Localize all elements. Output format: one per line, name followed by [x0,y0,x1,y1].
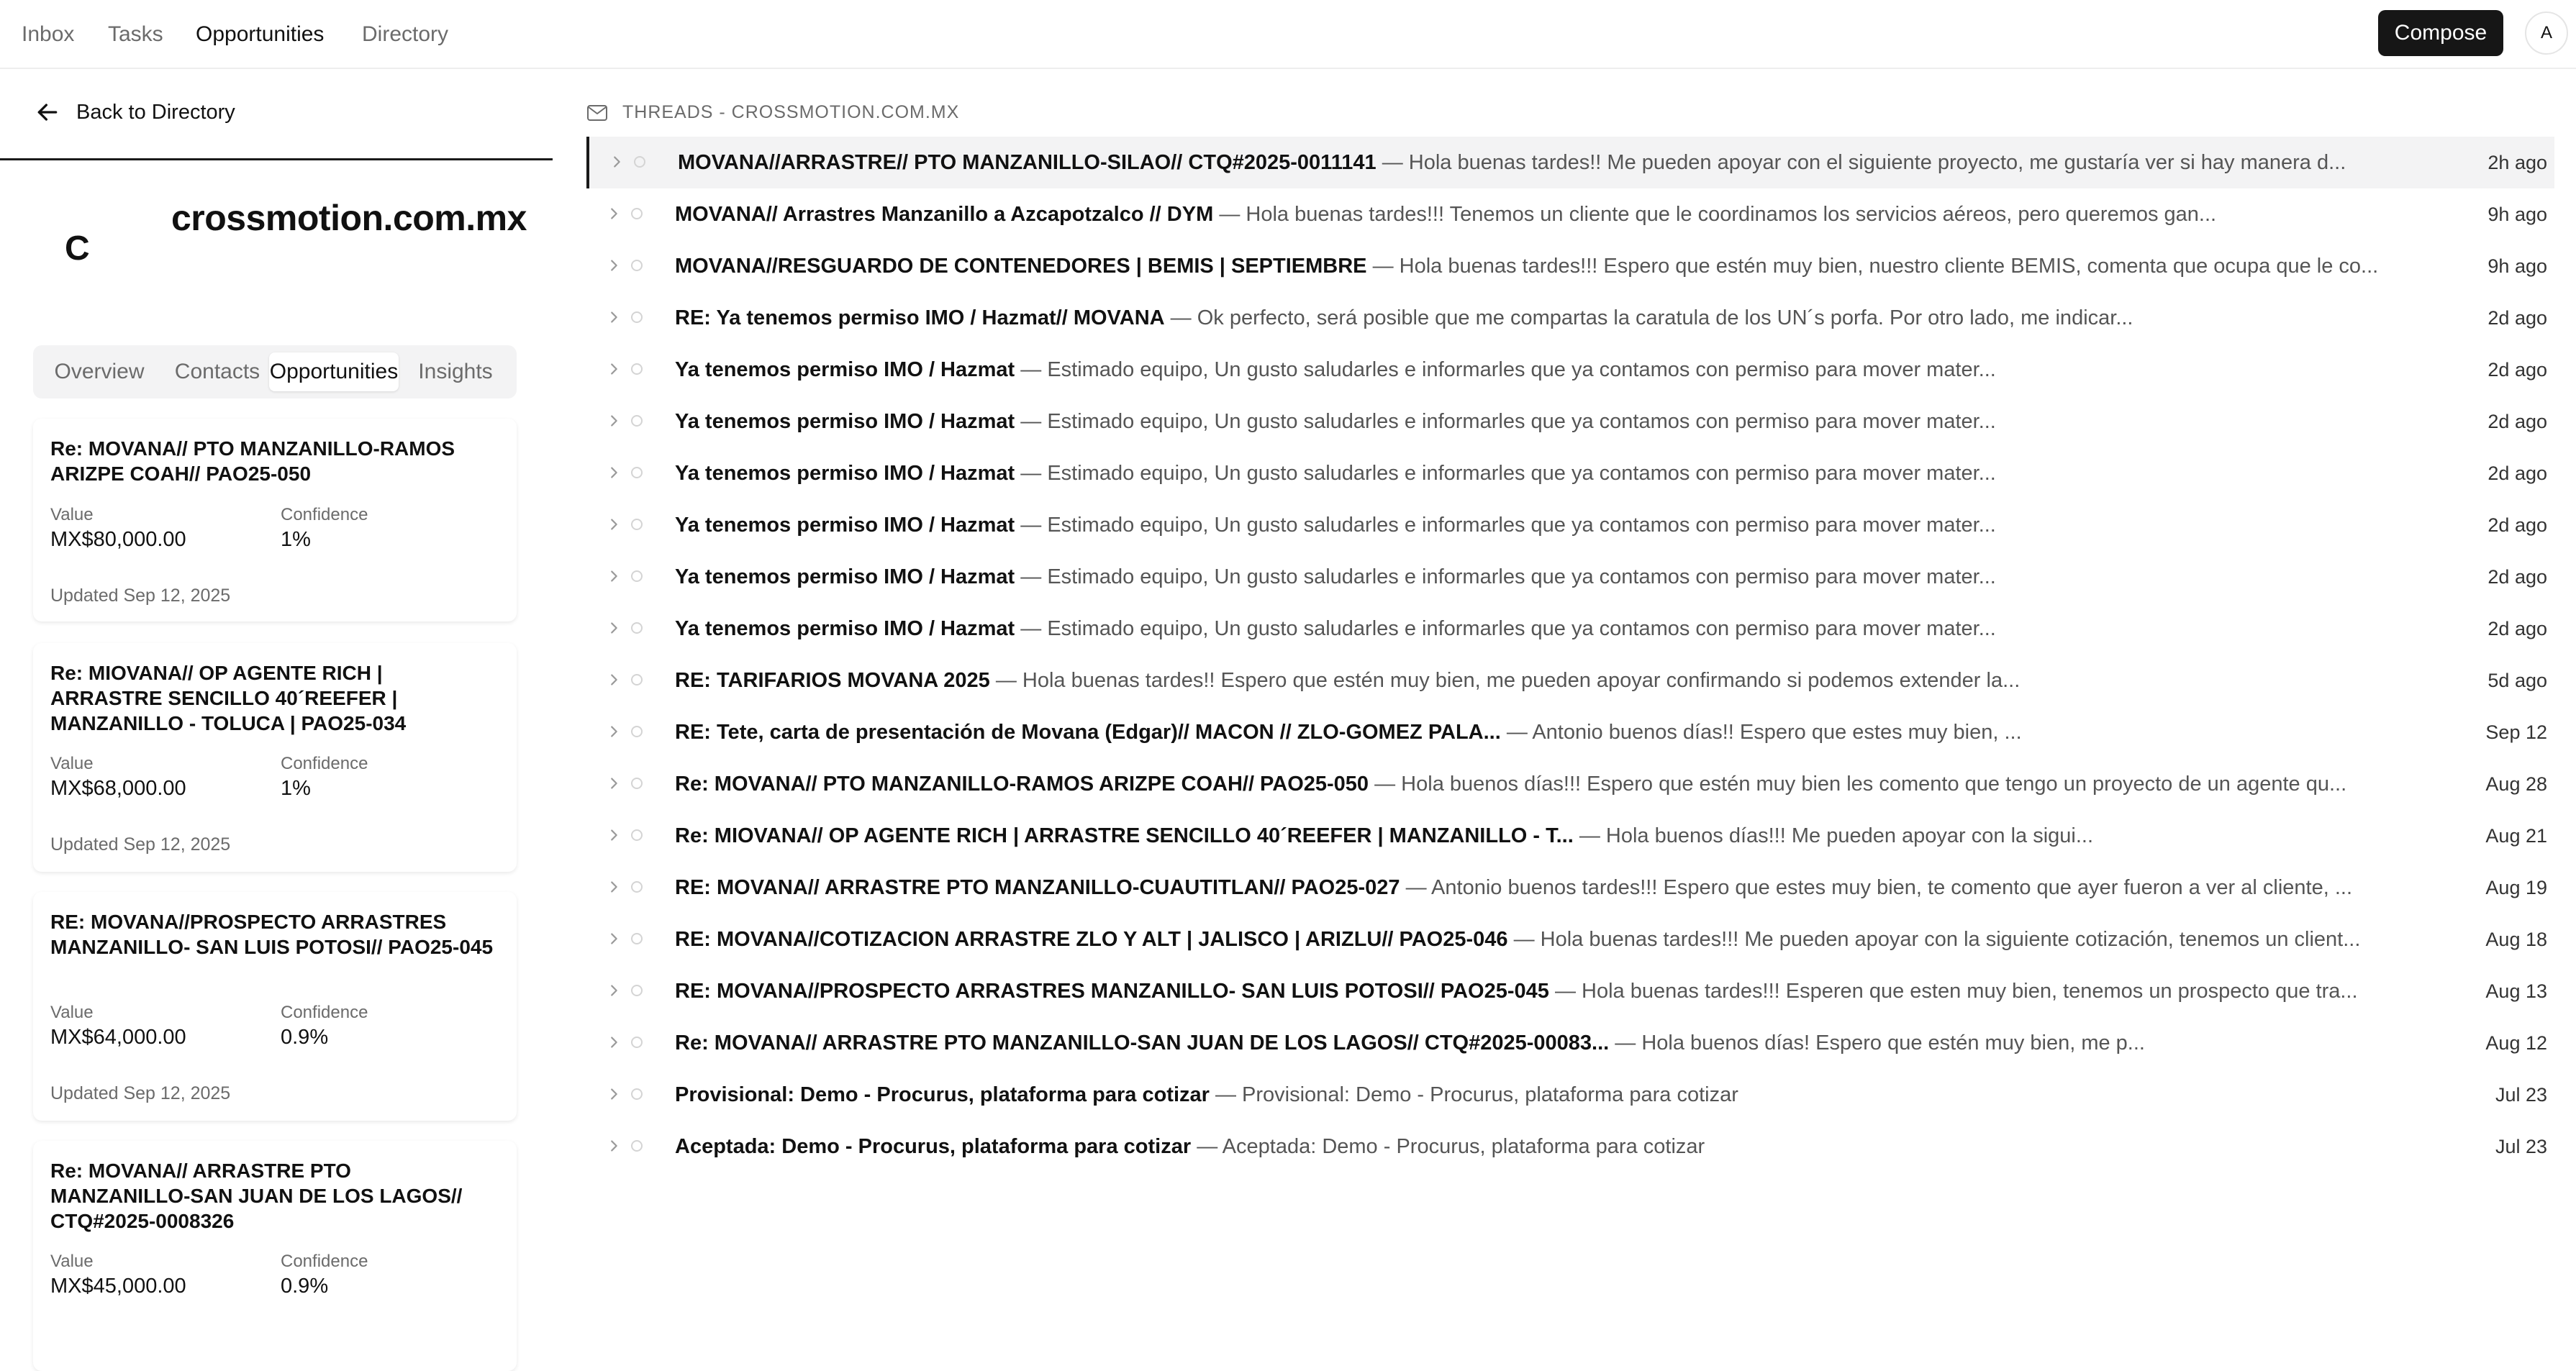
confidence-label: Confidence [281,754,368,773]
threads-list [586,137,2554,1172]
unread-dot-icon [631,778,643,789]
opportunity-title: Re: MOVANA// ARRASTRE PTO MANZANILLO-SAN JUAN DE LOS LAGOS// CTQ#2025-0008326 [50,1160,463,1232]
thread-preview: — Aceptada: Demo - Procurus, plataforma para cotizar [1197,1135,1705,1158]
thread-subject: Ya tenemos permiso IMO / Hazmat [675,565,1015,588]
compose-button[interactable]: Compose [2378,10,2503,56]
thread-preview: — Hola buenas tardes!! Espero que estén muy bien, me pueden apoyar confirmando si podemos extender la... [995,669,2021,692]
unread-dot-icon [631,933,643,944]
thread-preview: — Hola buenas tardes!!! Espero que estén muy bien, nuestro cliente BEMIS, comenta que ocupa que le co... [1372,255,2379,278]
opportunity-value: MX$80,000.00 [50,528,186,551]
opportunity-title: Re: MOVANA// PTO MANZANILLO-RAMOS ARIZPE COAH// PAO25-050 [50,437,455,485]
chevron-right-icon[interactable] [606,672,622,688]
chevron-right-icon[interactable] [609,154,625,170]
thread-time: Aug 19 [2485,877,2547,898]
thread-row[interactable] [586,1017,2554,1069]
thread-time: 9h ago [2487,255,2547,277]
thread-time: Jul 23 [2495,1136,2547,1157]
thread-time: Aug 21 [2485,825,2547,847]
thread-row[interactable] [586,862,2554,914]
thread-preview: — Hola buenos días! Espero que estén muy bien, me p... [1615,1031,2145,1055]
thread-time: 2d ago [2487,411,2547,432]
thread-row[interactable] [586,810,2554,862]
opportunity-confidence: 0.9% [281,1026,329,1049]
thread-preview: — Estimado equipo, Un gusto saludarles e informarles que ya contamos con permiso para mover mater... [1020,565,1996,588]
thread-preview: — Hola buenos días!!! Espero que estén muy bien les comento que tengo un proyecto de un agente qu... [1374,773,2347,796]
chevron-right-icon[interactable] [606,258,622,273]
opportunity-title: Re: MIOVANA// OP AGENTE RICH | ARRASTRE SENCILLO 40´REEFER | MANZANILLO - TOLUCA | PAO25-034 [50,662,407,734]
thread-preview: — Hola buenos días!!! Me pueden apoyar con la sigui... [1579,824,2094,847]
opportunity-updated: Updated Sep 12, 2025 [50,834,231,855]
tab-insights[interactable]: Insights [418,360,493,383]
thread-time: Aug 18 [2485,929,2547,950]
unread-dot-icon [631,519,643,530]
chevron-right-icon[interactable] [606,206,622,222]
thread-row[interactable] [586,1069,2554,1121]
chevron-right-icon[interactable] [606,1138,622,1154]
thread-subject: Re: MIOVANA// OP AGENTE RICH | ARRASTRE SENCILLO 40´REEFER | MANZANILLO - T... [675,824,1574,847]
thread-row[interactable] [586,137,2554,188]
confidence-label: Confidence [281,1003,368,1022]
thread-row[interactable] [586,655,2554,706]
thread-subject: RE: Ya tenemos permiso IMO / Hazmat// MOVANA [675,306,1165,329]
thread-preview: — Estimado equipo, Un gusto saludarles e informarles que ya contamos con permiso para mover mater... [1020,462,1996,485]
nav-tasks[interactable]: Tasks [108,22,163,46]
opportunity-card[interactable] [33,1141,517,1371]
thread-subject: Ya tenemos permiso IMO / Hazmat [675,358,1015,381]
thread-row[interactable] [586,551,2554,603]
thread-row[interactable] [586,603,2554,655]
chevron-right-icon[interactable] [606,1086,622,1102]
opportunity-value: MX$68,000.00 [50,777,186,800]
chevron-right-icon[interactable] [606,931,622,947]
value-label: Value [50,754,94,773]
unread-dot-icon [631,985,643,996]
unread-dot-icon [631,674,643,686]
mail-icon [586,104,608,122]
opportunity-card[interactable] [33,892,517,1121]
thread-subject: Re: MOVANA// ARRASTRE PTO MANZANILLO-SAN JUAN DE LOS LAGOS// CTQ#2025-00083... [675,1031,1610,1055]
opportunity-card[interactable] [33,419,517,621]
unread-dot-icon [631,829,643,841]
chevron-right-icon[interactable] [606,983,622,998]
arrow-left-icon [33,98,62,127]
tab-contacts[interactable]: Contacts [174,360,260,383]
opportunity-card[interactable] [33,643,517,872]
unread-dot-icon [631,570,643,582]
thread-row[interactable] [586,1121,2554,1172]
thread-subject: Ya tenemos permiso IMO / Hazmat [675,617,1015,640]
thread-row[interactable] [586,499,2554,551]
tab-overview[interactable]: Overview [54,360,145,383]
top-nav [0,0,2576,69]
threads-title: THREADS - CROSSMOTION.COM.MX [622,102,960,122]
chevron-right-icon[interactable] [606,620,622,636]
user-avatar[interactable]: A [2525,12,2568,55]
value-label: Value [50,505,94,524]
thread-preview: — Hola buenas tardes!!! Tenemos un cliente que le coordinamos los servicios aéreos, pero queremos gan... [1219,203,2217,226]
thread-time: Sep 12 [2485,721,2547,743]
nav-opportunities[interactable]: Opportunities [196,22,325,46]
thread-subject: MOVANA//ARRASTRE// PTO MANZANILLO-SILAO// CTQ#2025-0011141 [678,151,1377,174]
value-label: Value [50,1003,94,1022]
thread-row[interactable] [586,758,2554,810]
chevron-right-icon[interactable] [606,775,622,791]
thread-subject: MOVANA// Arrastres Manzanillo a Azcapotzalco // DYM [675,203,1214,226]
thread-time: Aug 12 [2485,1032,2547,1054]
opportunity-confidence: 1% [281,528,311,551]
company-name: crossmotion.com.mx [171,198,527,238]
unread-dot-icon [631,208,643,219]
unread-dot-icon [631,467,643,478]
unread-dot-icon [631,1088,643,1100]
chevron-right-icon[interactable] [606,465,622,480]
chevron-right-icon[interactable] [606,568,622,584]
unread-dot-icon [631,311,643,323]
thread-row[interactable] [586,188,2554,240]
thread-preview: — Estimado equipo, Un gusto saludarles e informarles que ya contamos con permiso para mover mater... [1020,410,1996,433]
thread-row[interactable] [586,240,2554,292]
confidence-label: Confidence [281,1252,368,1271]
back-label: Back to Directory [76,100,235,124]
unread-dot-icon [631,1037,643,1048]
thread-subject: Aceptada: Demo - Procurus, plataforma para cotizar [675,1135,1192,1158]
thread-row[interactable] [586,914,2554,965]
thread-preview: — Estimado equipo, Un gusto saludarles e informarles que ya contamos con permiso para mover mater... [1020,514,1996,537]
thread-subject: RE: MOVANA// ARRASTRE PTO MANZANILLO-CUAUTITLAN// PAO25-027 [675,876,1400,899]
nav-directory[interactable]: Directory [362,22,449,46]
thread-subject: MOVANA//RESGUARDO DE CONTENEDORES | BEMIS | SEPTIEMBRE [675,255,1367,278]
thread-preview: — Provisional: Demo - Procurus, plataforma para cotizar [1215,1083,1738,1106]
threads-header [586,102,959,123]
thread-preview: — Antonio buenos tardes!!! Espero que estes muy bien, te comento que ayer fueron a ver al cliente, ... [1405,876,2353,899]
thread-time: 2d ago [2487,307,2547,329]
thread-preview: — Ok perfecto, será posible que me compartas la caratula de los UN´s porfa. Por otro lado, me indicar... [1170,306,2133,329]
unread-dot-icon [631,260,643,271]
chevron-right-icon[interactable] [606,361,622,377]
thread-preview: — Hola buenas tardes!! Me pueden apoyar con el siguiente proyecto, me gustaría ver si hay manera d... [1382,151,2346,174]
thread-preview: — Hola buenas tardes!!! Esperen que esten muy bien, tenemos un prospecto que tra... [1554,980,2358,1003]
thread-row[interactable] [586,965,2554,1017]
thread-time: 2h ago [2487,152,2547,173]
chevron-right-icon[interactable] [606,827,622,843]
chevron-right-icon[interactable] [606,879,622,895]
thread-time: 5d ago [2487,670,2547,691]
thread-time: 2d ago [2487,463,2547,484]
thread-time: 9h ago [2487,204,2547,225]
thread-subject: RE: Tete, carta de presentación de Movana (Edgar)// MACON // ZLO-GOMEZ PALA... [675,721,1501,744]
divider [0,158,553,160]
thread-time: 2d ago [2487,566,2547,588]
value-label: Value [50,1252,94,1271]
thread-subject: Provisional: Demo - Procurus, plataforma para cotizar [675,1083,1210,1106]
thread-time: Aug 28 [2485,773,2547,795]
thread-preview: — Estimado equipo, Un gusto saludarles e informarles que ya contamos con permiso para mover mater... [1020,617,1996,640]
thread-subject: Re: MOVANA// PTO MANZANILLO-RAMOS ARIZPE COAH// PAO25-050 [675,773,1369,796]
thread-preview: — Hola buenas tardes!!! Me pueden apoyar con la siguiente cotización, tenemos un client... [1513,928,2361,951]
unread-dot-icon [631,363,643,375]
opportunity-confidence: 1% [281,777,311,800]
thread-preview: — Antonio buenos días!! Espero que estes muy bien, ... [1506,721,2022,744]
thread-preview: — Estimado equipo, Un gusto saludarles e informarles que ya contamos con permiso para mover mater... [1020,358,1996,381]
thread-time: Jul 23 [2495,1084,2547,1106]
company-panel [0,69,553,1313]
unread-dot-icon [631,415,643,427]
thread-subject: Ya tenemos permiso IMO / Hazmat [675,514,1015,537]
thread-time: Aug 13 [2485,980,2547,1002]
thread-subject: RE: MOVANA//COTIZACION ARRASTRE ZLO Y ALT | JALISCO | ARIZLU// PAO25-046 [675,928,1508,951]
chevron-right-icon[interactable] [606,1034,622,1050]
chevron-right-icon[interactable] [606,309,622,325]
thread-row[interactable] [586,344,2554,396]
confidence-label: Confidence [281,505,368,524]
unread-dot-icon [631,726,643,737]
chevron-right-icon[interactable] [606,516,622,532]
thread-subject: RE: TARIFARIOS MOVANA 2025 [675,669,990,692]
thread-subject: Ya tenemos permiso IMO / Hazmat [675,462,1015,485]
company-avatar: C [65,229,90,268]
opportunity-title: RE: MOVANA//PROSPECTO ARRASTRES MANZANILLO- SAN LUIS POTOSI// PAO25-045 [50,911,494,958]
thread-row[interactable] [586,706,2554,758]
opportunity-updated: Updated Sep 12, 2025 [50,1083,231,1103]
chevron-right-icon[interactable] [606,724,622,739]
thread-subject: RE: MOVANA//PROSPECTO ARRASTRES MANZANILLO- SAN LUIS POTOSI// PAO25-045 [675,980,1549,1003]
chevron-right-icon[interactable] [606,413,622,429]
unread-dot-icon [634,156,645,168]
thread-time: 2d ago [2487,618,2547,639]
opportunity-confidence: 0.9% [281,1275,329,1298]
thread-row[interactable] [586,447,2554,499]
thread-row[interactable] [586,396,2554,447]
tab-opportunities[interactable]: Opportunities [269,352,399,391]
unread-dot-icon [631,1140,643,1152]
opportunity-value: MX$64,000.00 [50,1026,186,1049]
thread-subject: Ya tenemos permiso IMO / Hazmat [675,410,1015,433]
nav-inbox[interactable]: Inbox [22,22,75,46]
opportunity-value: MX$45,000.00 [50,1275,186,1298]
thread-time: 2d ago [2487,514,2547,536]
back-to-directory-link[interactable] [33,98,235,127]
company-tabs [33,345,517,398]
unread-dot-icon [631,622,643,634]
thread-row[interactable] [586,292,2554,344]
thread-time: 2d ago [2487,359,2547,381]
unread-dot-icon [631,881,643,893]
opportunity-updated: Updated Sep 12, 2025 [50,586,231,606]
